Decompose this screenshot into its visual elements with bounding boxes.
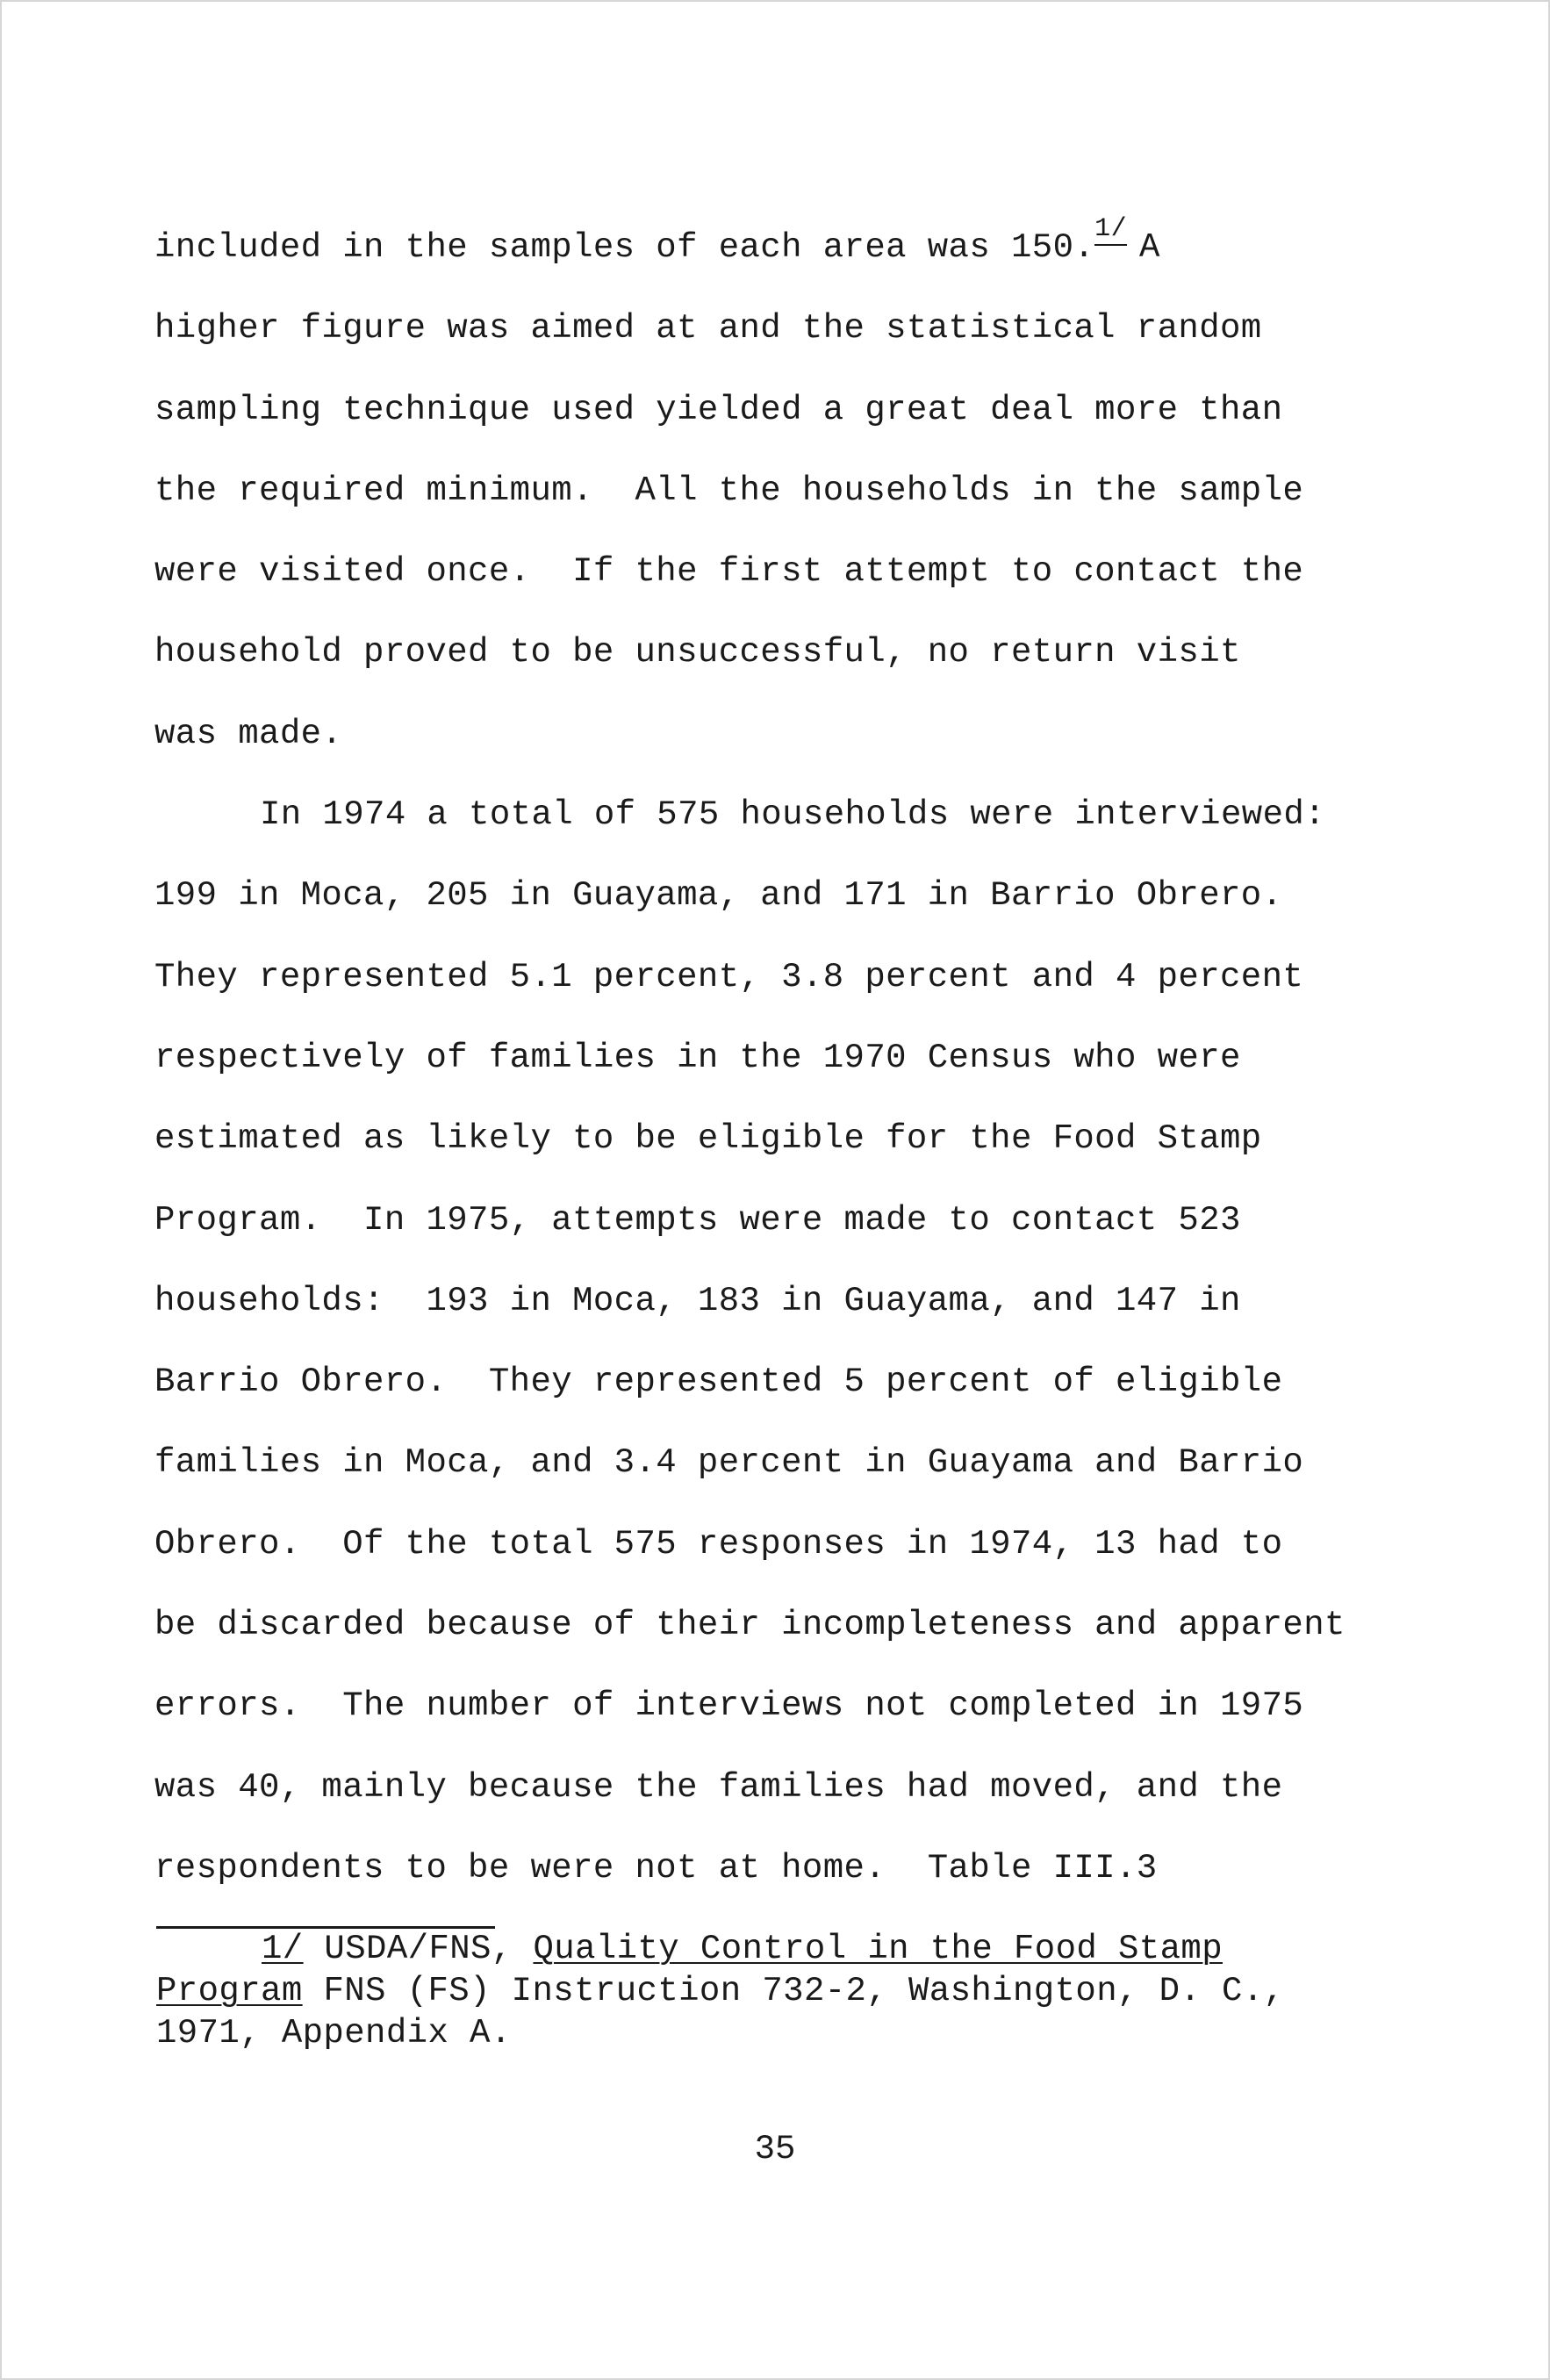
body-line-1-tail: A (1138, 228, 1160, 267)
footnote-line-3: 1971, Appendix A. (156, 2014, 512, 2053)
body-line-8: In 1974 a total of 575 households were interviewed: (260, 795, 1325, 835)
body-line-6: household proved to be unsuccessful, no return visit (154, 633, 1241, 672)
body-line-4: the required minimum. All the households in the sample (154, 471, 1304, 510)
body-line-3: sampling technique used yielded a great deal more than (154, 390, 1283, 429)
body-line-17: Obrero. Of the total 575 responses in 1974, 13 had to (154, 1524, 1283, 1564)
body-line-7: was made. (154, 714, 343, 753)
body-line-2: higher figure was aimed at and the statistical random (154, 309, 1262, 349)
footnote (156, 1928, 1385, 2054)
body-line-18: be discarded because of their incompleteness and apparent (154, 1606, 1345, 1645)
body-line-12: estimated as likely to be eligible for the Food Stamp (154, 1119, 1262, 1159)
page-number: 35 (754, 2130, 796, 2168)
body-line-13: Program. In 1975, attempts were made to contact 523 (154, 1200, 1241, 1240)
body-line-21: respondents to be were not at home. Table III.3 (154, 1848, 1158, 1887)
body-line-14: households: 193 in Moca, 183 in Guayama, and 147 in (154, 1281, 1241, 1320)
footnote-title-part2: Program (156, 1972, 303, 2010)
body-line-10: They represented 5.1 percent, 3.8 percent and 4 percent (154, 957, 1304, 996)
footnote-source: USDA/FNS, (324, 1930, 513, 1968)
body-line-15: Barrio Obrero. They represented 5 percent of eligible (154, 1363, 1283, 1402)
footnote-title-part1: Quality Control in the Food Stamp (533, 1930, 1223, 1968)
body-line-20: was 40, mainly because the families had moved, and the (154, 1767, 1283, 1807)
body-line-16: families in Moca, and 3.4 percent in Guayama and Barrio (154, 1443, 1304, 1483)
footnote-reference: 1/ (1094, 214, 1127, 244)
body-line-5: were visited once. If the first attempt to contact the (154, 552, 1304, 592)
body-line-1-text: included in the samples of each area was 150. (154, 228, 1095, 267)
body-line-1 (154, 207, 1383, 288)
body-line-9: 199 in Moca, 205 in Guayama, and 171 in Barrio Obrero. (154, 876, 1283, 916)
body-text (154, 207, 1383, 1909)
body-line-19: errors. The number of interviews not completed in 1975 (154, 1686, 1304, 1726)
footnote-line-2-rest: FNS (FS) Instruction 732-2, Washington, D. C., (323, 1972, 1285, 2010)
body-line-11: respectively of families in the 1970 Census who were (154, 1038, 1241, 1077)
footnote-line-2 (156, 1970, 1385, 2012)
footnote-line-1 (156, 1928, 1385, 1970)
footnote-marker: 1/ (262, 1930, 304, 1968)
